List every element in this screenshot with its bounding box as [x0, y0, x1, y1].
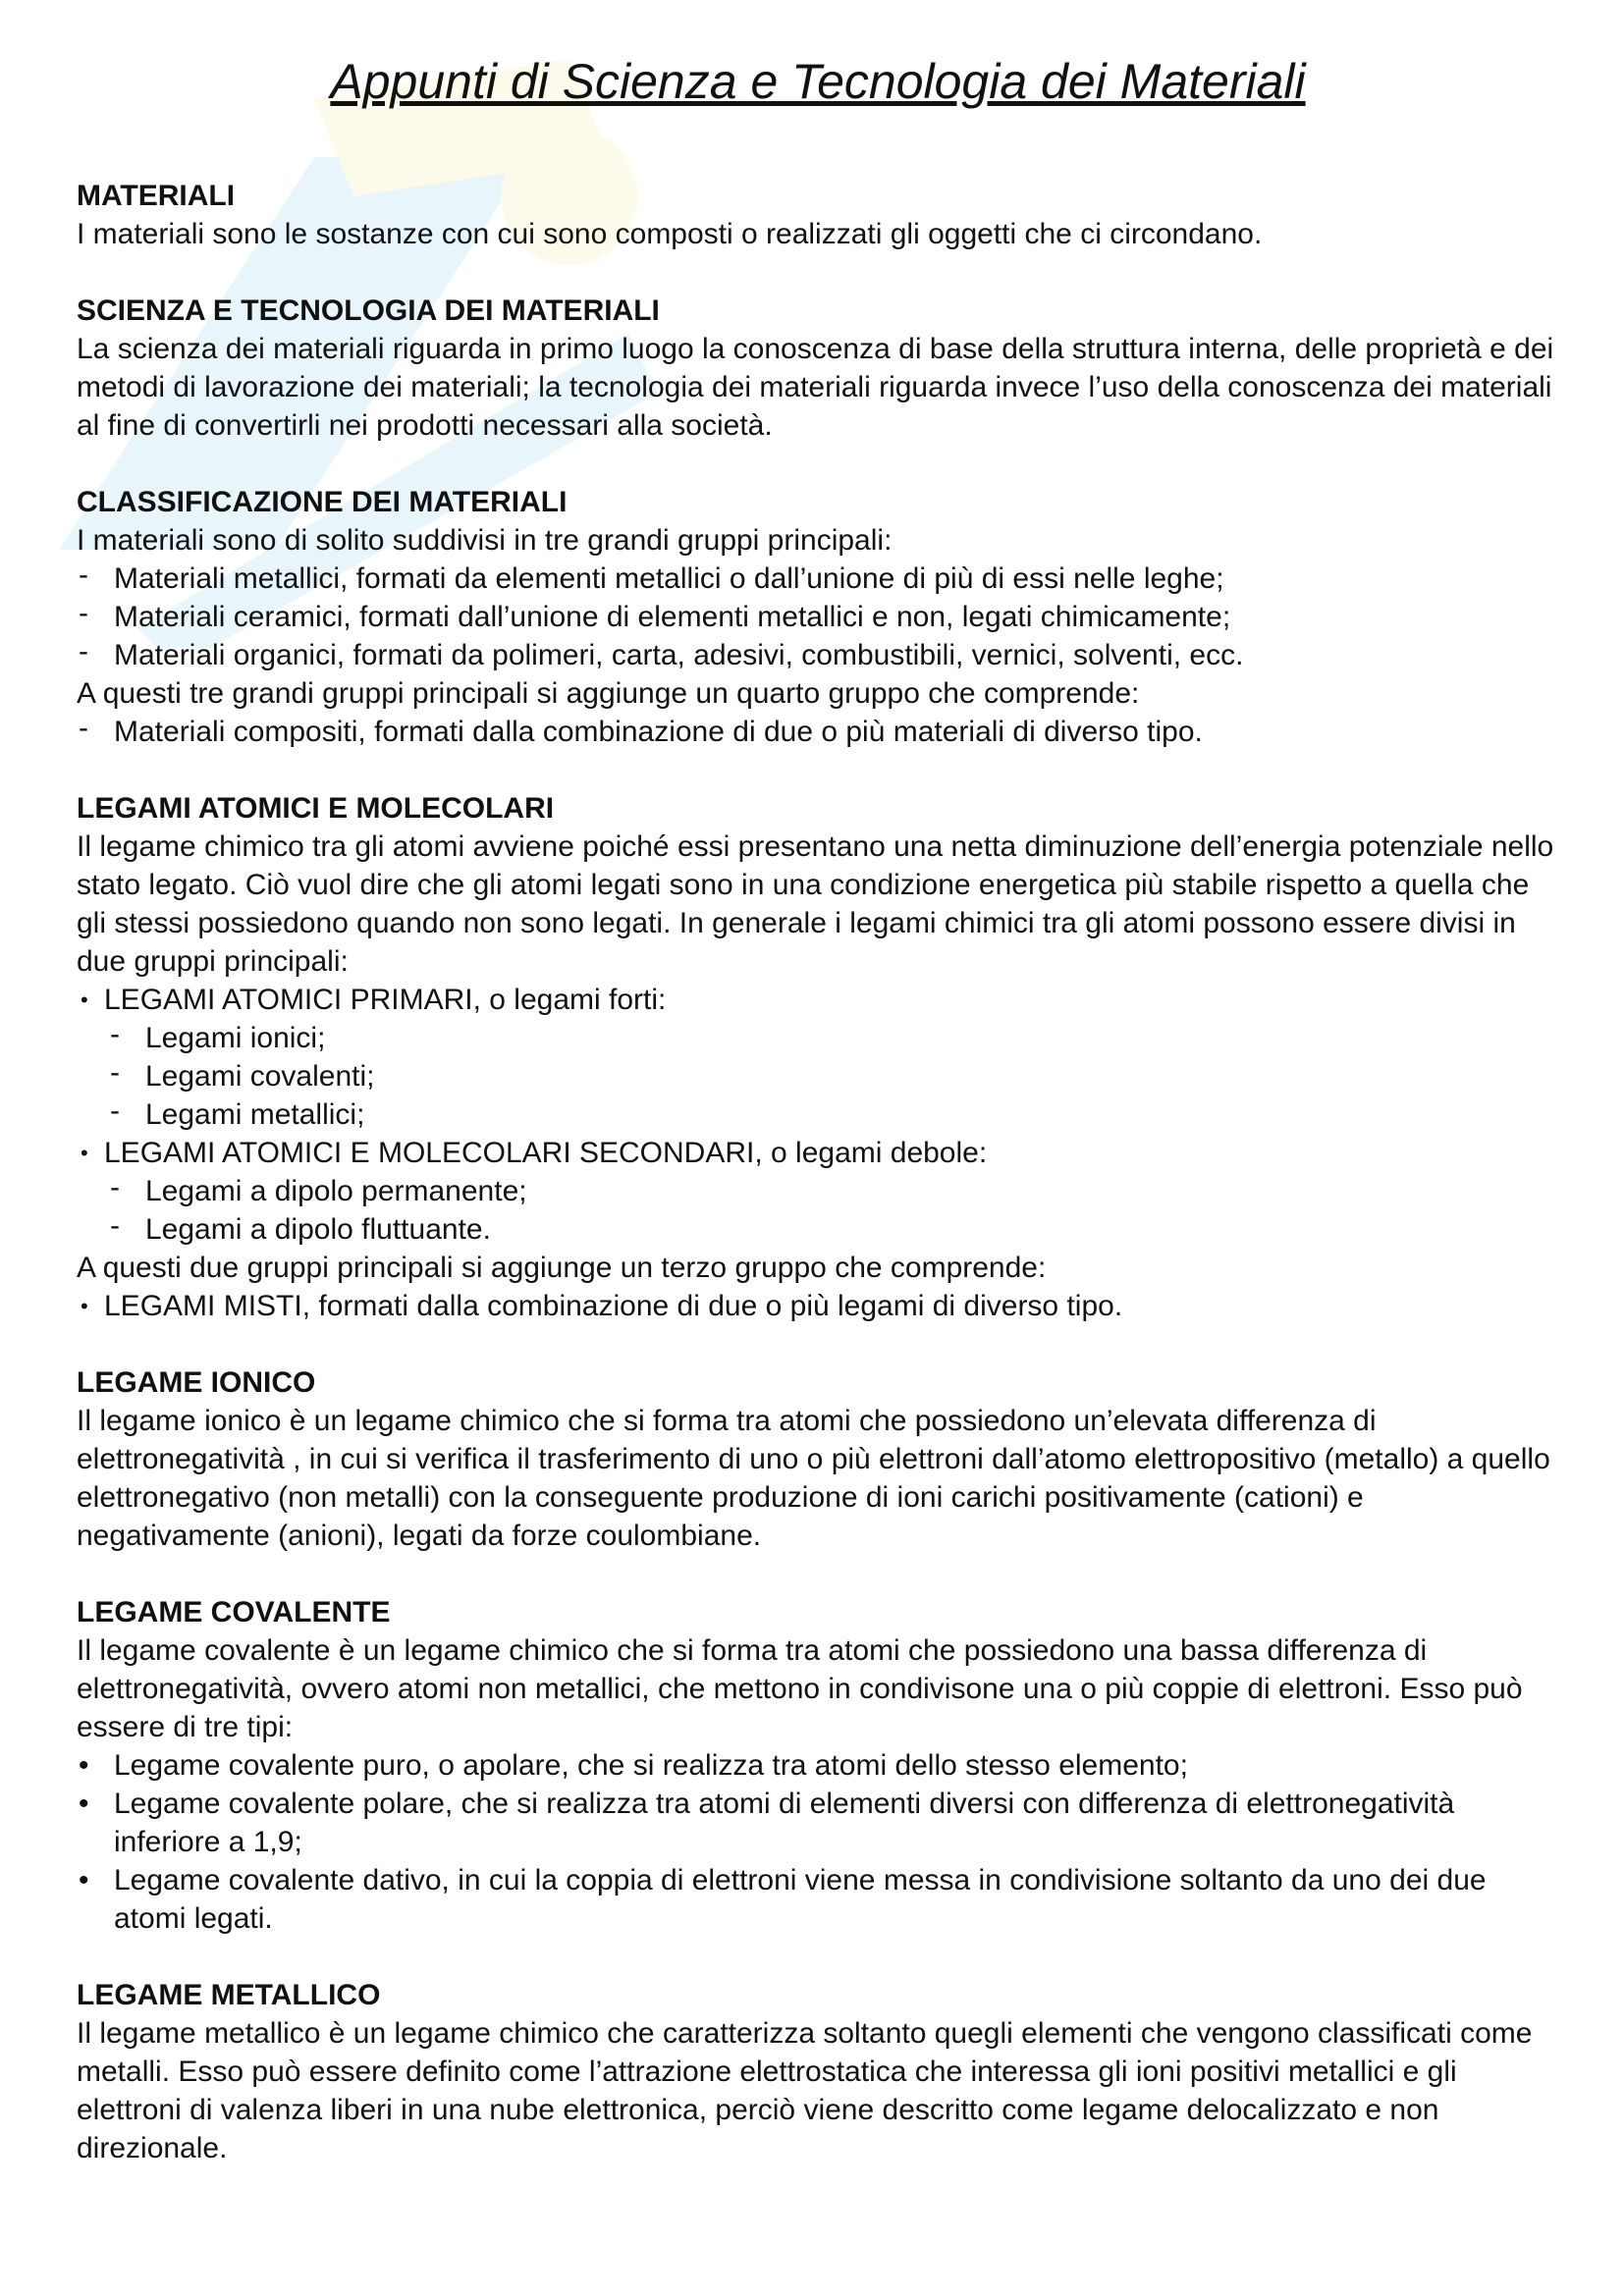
section-heading: MATERIALI [77, 180, 236, 212]
materials-list-extra [77, 713, 1559, 751]
section-legame-metallico [77, 1976, 1559, 2167]
materials-list [77, 560, 1559, 674]
section-legame-covalente [77, 1593, 1559, 1938]
section-heading: LEGAMI ATOMICI E MOLECOLARI [77, 792, 555, 825]
section-legami [77, 789, 1559, 1325]
paragraph: A questi due gruppi principali si aggiunge un terzo gruppo che comprende: [77, 1252, 1047, 1284]
bond-groups-list [77, 981, 1559, 1249]
list-item: • Legame covalente dativo, in cui la coppia di elettroni viene messa in condivisione soltanto da uno dei due atomi legati. [77, 1861, 1559, 1938]
list-item: - Legami a dipolo fluttuante. [77, 1210, 1559, 1249]
section-classificazione [77, 483, 1559, 751]
covalent-types-list [77, 1746, 1559, 1938]
paragraph: Il legame ionico è un legame chimico che si forma tra atomi che possiedono un’elevata differenza di elettronegatività , in cui si verifica il trasferimento di uno o più elettroni dall’atomo elettropositivo (metallo) a quello elettronegativo (non metalli) con la conseguente produzione di ioni carichi positivamente (cationi) e negativamente (anioni), legati da forze coulombiane. [77, 1405, 1550, 1552]
list-item: - Materiali organici, formati da polimeri, carta, adesivi, combustibili, vernici, solventi, ecc. [77, 636, 1559, 674]
list-item: • LEGAMI ATOMICI E MOLECOLARI SECONDARI, o legami debole: [77, 1134, 1559, 1172]
section-scienza-tecnologia [77, 292, 1559, 445]
section-materiali [77, 177, 1559, 253]
section-heading: SCIENZA E TECNOLOGIA DEI MATERIALI [77, 294, 660, 327]
paragraph: Il legame metallico è un legame chimico che caratterizza soltanto quegli elementi che vengono classificati come metalli. Esso può essere definito come l’attrazione elettrostatica che interessa gli ioni positivi metallici e gli elettroni di valenza liberi in una nube elettronica, perciò viene descritto come legame delocalizzato e non direzionale. [77, 2017, 1533, 2164]
list-item: - Legami ionici; [77, 1019, 1559, 1057]
list-item: - Legami a dipolo permanente; [77, 1172, 1559, 1210]
list-item: - Materiali compositi, formati dalla combinazione di due o più materiali di diverso tipo. [77, 713, 1559, 751]
section-heading: LEGAME COVALENTE [77, 1596, 391, 1629]
paragraph: Il legame covalente è un legame chimico che si forma tra atomi che possiedono una bassa differenza di elettronegatività, ovvero atomi non metallici, che mettono in condivisone una o più coppie di elettroni. Esso può essere di tre tipi: [77, 1634, 1523, 1743]
paragraph: A questi tre grandi gruppi principali si aggiunge un quarto gruppo che comprende: [77, 677, 1140, 710]
list-item: - Legami metallici; [77, 1095, 1559, 1134]
list-item: - Materiali ceramici, formati dall’unione di elementi metallici e non, legati chimicamente; [77, 598, 1559, 636]
section-heading: LEGAME IONICO [77, 1366, 316, 1399]
document-page [77, 47, 1559, 2206]
list-item: • Legame covalente puro, o apolare, che si realizza tra atomi dello stesso elemento; [77, 1746, 1559, 1785]
list-item: • Legame covalente polare, che si realizza tra atomi di elementi diversi con differenza di elettronegatività inferiore a 1,9; [77, 1785, 1559, 1861]
paragraph: I materiali sono di solito suddivisi in tre grandi gruppi principali: [77, 524, 893, 557]
bond-misti-list [77, 1287, 1559, 1325]
section-heading: CLASSIFICAZIONE DEI MATERIALI [77, 486, 568, 518]
paragraph: La scienza dei materiali riguarda in primo luogo la conoscenza di base della struttura interna, delle proprietà e dei metodi di lavorazione dei materiali; la tecnologia dei materiali riguarda invece l’uso della conoscenza dei materiali al fine di convertirli nei prodotti necessari alla società. [77, 333, 1554, 442]
list-item: - Legami covalenti; [77, 1057, 1559, 1095]
list-item: • LEGAMI MISTI, formati dalla combinazione di due o più legami di diverso tipo. [77, 1287, 1559, 1325]
paragraph: I materiali sono le sostanze con cui sono composti o realizzati gli oggetti che ci circondano. [77, 218, 1263, 250]
list-item: • LEGAMI ATOMICI PRIMARI, o legami forti: [77, 981, 1559, 1019]
page-title: Appunti di Scienza e Tecnologia dei Materiali [330, 54, 1306, 109]
paragraph: Il legame chimico tra gli atomi avviene poiché essi presentano una netta diminuzione dell’energia potenziale nello stato legato. Ciò vuol dire che gli atomi legati sono in una condizione energetica più stabile rispetto a quella che gli stessi possiedono quando non sono legati. In generale i legami chimici tra gli atomi possono essere divisi in due gruppi principali: [77, 830, 1554, 978]
section-heading: LEGAME METALLICO [77, 1979, 381, 2011]
list-item: - Materiali metallici, formati da elementi metallici o dall’unione di più di essi nelle leghe; [77, 560, 1559, 598]
section-legame-ionico [77, 1363, 1559, 1555]
